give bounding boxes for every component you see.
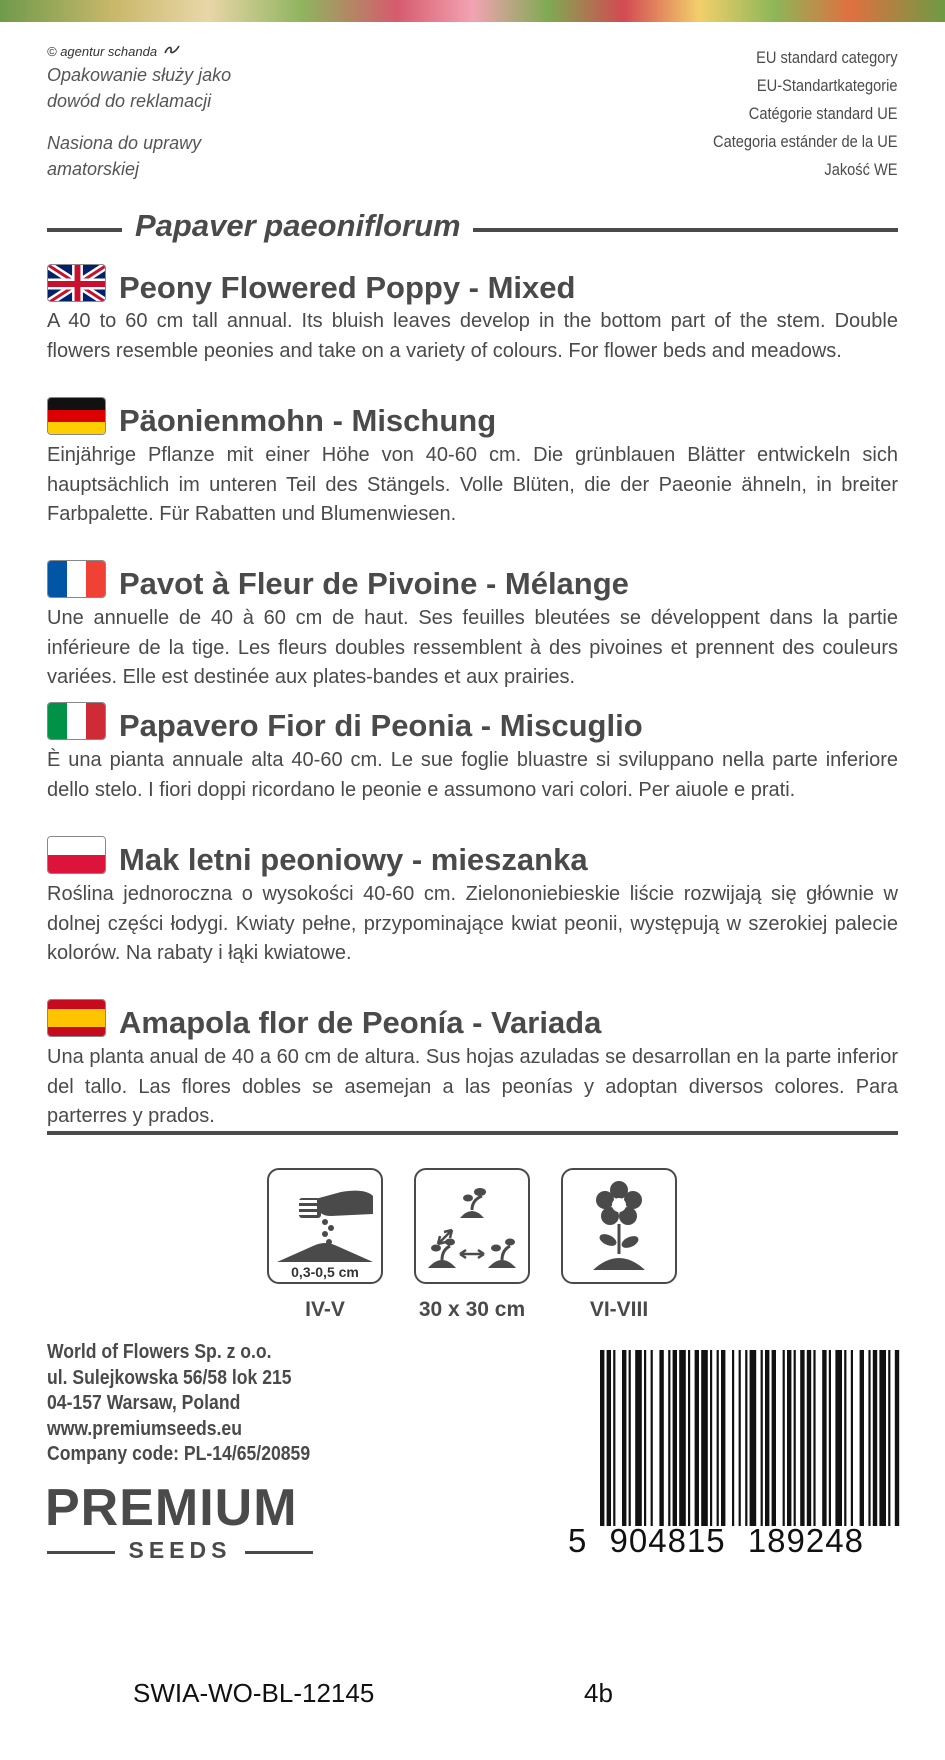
barcode-bar (659, 1350, 663, 1526)
barcode-bar (888, 1350, 890, 1526)
barcode-digits-right: 189248 (747, 1522, 864, 1559)
barcode-bar (668, 1350, 670, 1526)
latin-name: Papaver paeoniflorum (135, 208, 461, 243)
barcode-bar (765, 1350, 769, 1526)
uk-flag-icon (47, 264, 106, 302)
barcode-bar (750, 1350, 757, 1526)
barcode-bar (844, 1350, 846, 1526)
rule-right (473, 228, 898, 232)
title-pl: Mak letni peoniowy - mieszanka (119, 842, 588, 877)
barcode-bar (629, 1350, 631, 1526)
body-pl: Roślina jednoroczna o wysokości 40-60 cm. Zielononiebieskie liście rozwijają się głównie w dolnej części łodygi. Kwiaty pełne, przypominające kwiat peonii, występują w szerokiej palecie kolorów. Na rabaty i łąki kwiatowe. (47, 883, 898, 964)
barcode-digits (568, 1522, 904, 1560)
premium-logo: PREMIUM (45, 1479, 298, 1537)
body-de: Einjährige Pflanze mit einer Höhe von 40-60 cm. Die grünblauen Blätter entwickeln sich hauptsächlich im unteren Teil des Stängels. Volle Blüten, die der Paeonie ähneln, in breiter Farbpalette. Für Rabatten und Blumenwiesen. (47, 444, 898, 525)
barcode-digits-first: 5 (568, 1522, 588, 1559)
barcode-bar (822, 1350, 826, 1526)
barcode-bar (873, 1350, 877, 1526)
company-street: ul. Sulejkowska 56/58 lok 215 (47, 1366, 292, 1389)
barcode (598, 1350, 900, 1526)
barcode-digits-left: 904815 (609, 1522, 726, 1559)
barcode-bar (800, 1350, 804, 1526)
company-address (47, 1340, 346, 1468)
eu-category-pl: Jakość WE (824, 160, 898, 179)
eu-category-de: EU-Standartkategorie (757, 76, 898, 95)
french-flag-icon (47, 560, 106, 598)
barcode-bar (851, 1350, 853, 1526)
spanish-flag-icon (47, 999, 106, 1037)
german-flag-icon (47, 397, 106, 435)
barcode-bar (772, 1350, 776, 1526)
barcode-bar (717, 1350, 719, 1526)
title-de: Päonienmohn - Mischung (119, 403, 497, 438)
pl-amateur-note: Nasiona do uprawy amatorskiej (47, 133, 202, 179)
barcode-bar (607, 1350, 611, 1526)
barcode-bar (695, 1350, 699, 1526)
barcode-bar (807, 1350, 811, 1526)
eu-category-fr: Catégorie standard UE (749, 104, 898, 123)
sowing-icon (267, 1168, 383, 1284)
title-en: Peony Flowered Poppy - Mixed (119, 270, 576, 305)
barcode-bar (787, 1350, 791, 1526)
barcode-bar (732, 1350, 734, 1526)
barcode-bar (721, 1350, 725, 1526)
title-it: Papavero Fior di Peonia - Miscuglio (119, 708, 643, 743)
title-fr: Pavot à Fleur de Pivoine - Mélange (119, 566, 629, 601)
flowering-time-caption: VI-VIII (589, 1298, 649, 1321)
barcode-bar (739, 1350, 741, 1526)
flowering-icon (561, 1168, 677, 1284)
barcode-bar (783, 1350, 785, 1526)
barcode-bar (679, 1350, 686, 1526)
body-fr: Une annuelle de 40 à 60 cm de haut. Ses feuilles bleutées se développent dans la partie inférieure de la tige. Les fleurs doubles ressemblent à des pivoines et prennent des couleurs variées. Elle est destinée aux plates-bandes et aux prairies. (47, 607, 898, 688)
barcode-bar (622, 1350, 626, 1526)
eu-category-en: EU standard category (756, 48, 898, 67)
eu-category-es: Categoria estánder de la UE (713, 132, 898, 151)
body-es: Una planta anual de 40 a 60 cm de altura. Sus hojas azuladas se desarrollan en la parte inferior del tallo. Las flores dobles se asemejan a las peonías y adoptan diversos colores. Para parterres y prados. (47, 1046, 898, 1127)
barcode-bar (710, 1350, 712, 1526)
body-en: A 40 to 60 cm tall annual. Its bluish leaves develop in the bottom part of the stem. Double flowers resemble peonies and take on a variety of colours. For flower beds and meadows. (47, 310, 898, 362)
spacing-icon (414, 1168, 530, 1284)
italian-flag-icon (47, 702, 106, 740)
reference-code: SWIA-WO-BL-12145 (133, 1678, 375, 1708)
barcode-bar (895, 1350, 899, 1526)
barcode-bar (688, 1350, 690, 1526)
company-code: Company code: PL-14/65/20859 (47, 1443, 311, 1465)
seeds-logo-row (47, 1537, 313, 1563)
sowing-depth-label: 0,3-0,5 cm (291, 1264, 359, 1280)
barcode-bar (835, 1350, 842, 1526)
page-code: 4b (584, 1678, 613, 1708)
barcode-bar (701, 1350, 708, 1526)
barcode-bar (879, 1350, 886, 1526)
barcode-bar (761, 1350, 763, 1526)
barcode-bar (868, 1350, 870, 1526)
seeds-logo: SEEDS (128, 1537, 232, 1563)
barcode-bar (651, 1350, 653, 1526)
barcode-bar (745, 1350, 747, 1526)
sowing-time-caption: IV-V (305, 1298, 345, 1321)
body-it: È una pianta annuale alta 40-60 cm. Le sue foglie bluastre si sviluppano nella parte inferiore dello stelo. I fiori doppi ricordano le peonie e assumono vari colori. Per aiuole e prati. (47, 749, 898, 801)
company-name: World of Flowers Sp. z o.o. (47, 1341, 272, 1363)
rule-left (47, 228, 122, 232)
barcode-bar (673, 1350, 677, 1526)
section-divider (47, 1131, 898, 1135)
spacing-caption: 30 x 30 cm (418, 1298, 526, 1321)
barcode-bar (644, 1350, 646, 1526)
barcode-bar (794, 1350, 796, 1526)
title-es: Amapola flor de Peonía - Variada (119, 1005, 602, 1040)
barcode-bar (600, 1350, 604, 1526)
eu-category-list (683, 44, 898, 184)
signature-icon (163, 44, 181, 59)
barcode-bar (813, 1350, 815, 1526)
company-website: www.premiumseeds.eu (47, 1417, 242, 1440)
copyright-notice: © agentur schanda (47, 44, 181, 59)
barcode-bar (860, 1350, 864, 1526)
top-floral-strip (0, 0, 945, 22)
pl-complaint-note: Opakowanie służy jako dowód do reklamacji (47, 65, 232, 111)
barcode-bar (635, 1350, 642, 1526)
barcode-bar (829, 1350, 831, 1526)
polish-flag-icon (47, 836, 106, 874)
latin-name-row (47, 208, 898, 248)
company-city: 04-157 Warsaw, Poland (47, 1392, 241, 1414)
barcode-bar (613, 1350, 615, 1526)
